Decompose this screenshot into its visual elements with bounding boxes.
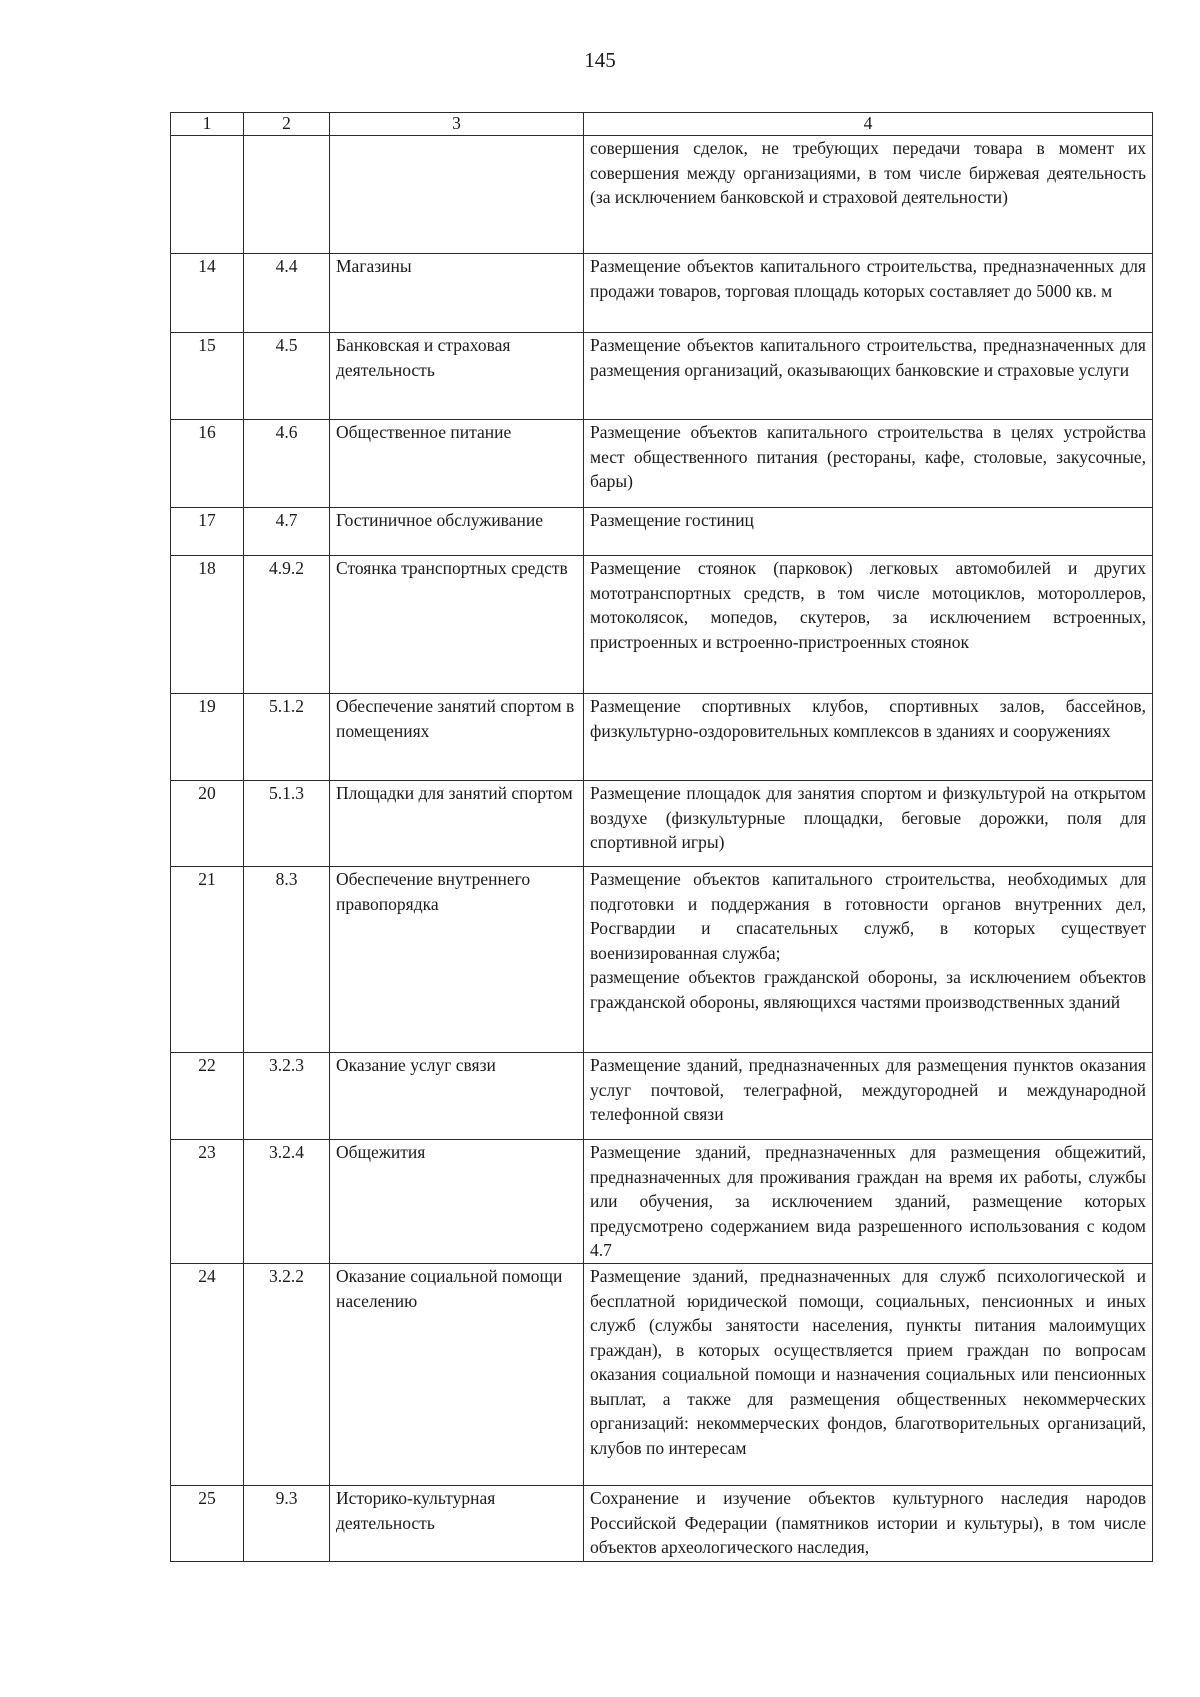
row-code-cell: 3.2.2: [244, 1264, 330, 1486]
row-code-cell: 4.5: [244, 333, 330, 420]
row-name-cell: Магазины: [330, 254, 584, 333]
table-row: [171, 420, 1153, 508]
description-paragraph: Размещение объектов капитального строительства в целях устройства мест общественного питания (рестораны, кафе, столовые, закусочные, бары): [590, 422, 1146, 491]
table-body: [171, 136, 1153, 1562]
row-name-cell: Гостиничное обслуживание: [330, 508, 584, 556]
row-description-cell: [584, 694, 1153, 781]
table-row: [171, 694, 1153, 781]
description-paragraph: Размещение площадок для занятия спортом и физкультурой на открытом воздухе (физкультурные площадки, беговые дорожки, поля для спортивной игры): [590, 783, 1146, 852]
row-name-cell: [330, 136, 584, 254]
table-row: [171, 1264, 1153, 1486]
row-number-cell: 16: [171, 420, 244, 508]
row-description-cell: [584, 420, 1153, 508]
table-row: [171, 867, 1153, 1053]
row-number-cell: 24: [171, 1264, 244, 1486]
table-row: [171, 1053, 1153, 1140]
row-number-cell: 18: [171, 556, 244, 694]
row-number-cell: 21: [171, 867, 244, 1053]
table-row: [171, 1486, 1153, 1562]
row-description-cell: [584, 1486, 1153, 1562]
table-row: [171, 136, 1153, 254]
table-row: [171, 508, 1153, 556]
description-paragraph: размещение объектов гражданской обороны, за исключением объектов гражданской обороны, являющихся частями производственных зданий: [590, 967, 1146, 1012]
description-paragraph: Размещение стоянок (парковок) легковых автомобилей и других мототранспортных средств, в том числе мотоциклов, мотороллеров, мотоколясок, мопедов, скутеров, за исключением встроенных, пристроенных и встроенно-пристроенных стоянок: [590, 558, 1146, 652]
land-use-table: [170, 112, 1153, 1562]
row-code-cell: 4.7: [244, 508, 330, 556]
description-paragraph: Размещение объектов капитального строительства, предназначенных для продажи товаров, торговая площадь которых составляет до 5000 кв. м: [590, 256, 1146, 301]
row-code-cell: 8.3: [244, 867, 330, 1053]
description-paragraph: Размещение зданий, предназначенных для служб психологической и бесплатной юридической помощи, социальных, пенсионных и иных служб (службы занятости населения, пункты питания малоимущих граждан), в которых осуществляется прием граждан по вопросам оказания социальной помощи и назначения социальных или пенсионных выплат, а также для размещения общественных некоммерческих организаций: некоммерческих фондов, благотворительных организаций, клубов по интересам: [590, 1266, 1146, 1458]
column-header-3: 3: [330, 113, 584, 136]
description-paragraph: Размещение спортивных клубов, спортивных залов, бассейнов, физкультурно-оздоровительных комплексов в зданиях и сооружениях: [590, 696, 1146, 741]
row-number-cell: [171, 136, 244, 254]
row-description-cell: [584, 867, 1153, 1053]
row-name-cell: Историко-культурная деятельность: [330, 1486, 584, 1562]
table-row: [171, 781, 1153, 867]
row-number-cell: 19: [171, 694, 244, 781]
row-number-cell: 14: [171, 254, 244, 333]
row-number-cell: 15: [171, 333, 244, 420]
row-code-cell: 4.4: [244, 254, 330, 333]
row-number-cell: 20: [171, 781, 244, 867]
row-name-cell: Обеспечение занятий спортом в помещениях: [330, 694, 584, 781]
row-code-cell: 3.2.3: [244, 1053, 330, 1140]
row-name-cell: Стоянка транспортных средств: [330, 556, 584, 694]
table-row: [171, 556, 1153, 694]
row-name-cell: Площадки для занятий спортом: [330, 781, 584, 867]
row-description-cell: [584, 1264, 1153, 1486]
row-code-cell: [244, 136, 330, 254]
row-name-cell: Общественное питание: [330, 420, 584, 508]
page-number: 145: [584, 48, 616, 72]
row-description-cell: [584, 333, 1153, 420]
row-name-cell: Оказание услуг связи: [330, 1053, 584, 1140]
row-name-cell: Обеспечение внутреннего правопорядка: [330, 867, 584, 1053]
table-row: [171, 1140, 1153, 1264]
column-header-1: 1: [171, 113, 244, 136]
row-number-cell: 25: [171, 1486, 244, 1562]
row-number-cell: 23: [171, 1140, 244, 1264]
row-description-cell: [584, 508, 1153, 556]
row-description-cell: [584, 1053, 1153, 1140]
description-paragraph: Размещение гостиниц: [590, 510, 754, 530]
table-row: [171, 254, 1153, 333]
row-description-cell: [584, 556, 1153, 694]
column-header-4: 4: [584, 113, 1153, 136]
row-name-cell: Банковская и страховая деятельность: [330, 333, 584, 420]
description-paragraph: Размещение объектов капитального строительства, предназначенных для размещения организаций, оказывающих банковские и страховые услуги: [590, 335, 1146, 380]
row-code-cell: 5.1.2: [244, 694, 330, 781]
table-row: [171, 333, 1153, 420]
description-paragraph: совершения сделок, не требующих передачи товара в момент их совершения между организациями, в том числе биржевая деятельность (за исключением банковской и страховой деятельности): [590, 138, 1146, 207]
description-paragraph: Сохранение и изучение объектов культурного наследия народов Российской Федерации (памятников истории и культуры), в том числе объектов археологического наследия,: [590, 1488, 1146, 1557]
row-name-cell: Оказание социальной помощи населению: [330, 1264, 584, 1486]
description-paragraph: Размещение зданий, предназначенных для размещения общежитий, предназначенных для проживания граждан на время их работы, службы или обучения, за исключением зданий, размещение которых предусмотрено содержанием вида разрешенного использования с кодом 4.7: [590, 1142, 1146, 1260]
table-header-row: [171, 113, 1153, 136]
row-code-cell: 4.9.2: [244, 556, 330, 694]
row-code-cell: 3.2.4: [244, 1140, 330, 1264]
row-description-cell: [584, 254, 1153, 333]
row-code-cell: 5.1.3: [244, 781, 330, 867]
row-code-cell: 4.6: [244, 420, 330, 508]
description-paragraph: Размещение зданий, предназначенных для размещения пунктов оказания услуг почтовой, телеграфной, междугородней и международной телефонной связи: [590, 1055, 1146, 1124]
description-paragraph: Размещение объектов капитального строительства, необходимых для подготовки и поддержания в готовности органов внутренних дел, Росгвардии и спасательных служб, в которых существует военизированная служба;: [590, 869, 1146, 963]
row-code-cell: 9.3: [244, 1486, 330, 1562]
row-description-cell: [584, 781, 1153, 867]
row-description-cell: [584, 1140, 1153, 1264]
row-number-cell: 17: [171, 508, 244, 556]
row-number-cell: 22: [171, 1053, 244, 1140]
row-description-cell: [584, 136, 1153, 254]
column-header-2: 2: [244, 113, 330, 136]
row-name-cell: Общежития: [330, 1140, 584, 1264]
